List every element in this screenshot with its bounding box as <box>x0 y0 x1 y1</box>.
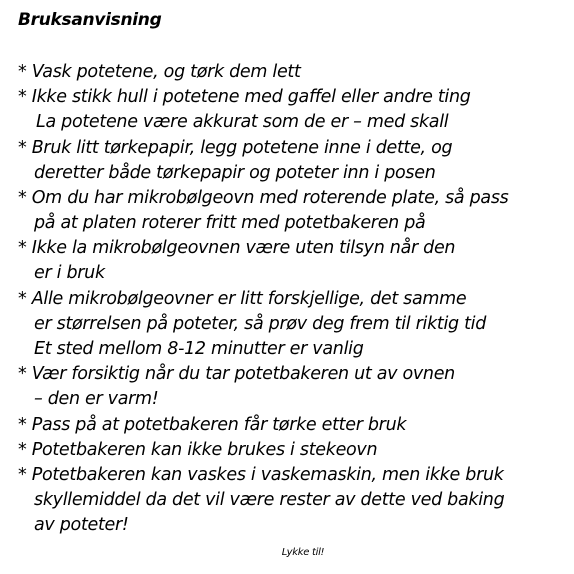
closing-text: Lykke til! <box>281 547 325 558</box>
instruction-line: * Alle mikrobølgeovner er litt forskjellige, det samme <box>18 289 467 309</box>
instruction-line: * Pass på at potetbakeren får tørke etter bruk <box>18 415 407 435</box>
instruction-line: La potetene være akkurat som de er – med skall <box>36 112 449 132</box>
instruction-line: * Potetbakeren kan vaskes i vaskemaskin, men ikke bruk <box>18 465 504 485</box>
instruction-line: deretter både tørkepapir og poteter inn i posen <box>34 163 436 183</box>
instruction-line: * Om du har mikrobølgeovn med roterende plate, så pass <box>18 188 509 208</box>
page-title: Bruksanvisning <box>18 10 162 30</box>
instruction-line: er størrelsen på poteter, så prøv deg frem til riktig tid <box>34 314 487 334</box>
instruction-line: – den er varm! <box>34 389 159 409</box>
instruction-line: på at platen roterer fritt med potetbakeren på <box>34 213 426 233</box>
instruction-line: * Vær forsiktig når du tar potetbakeren ut av ovnen <box>18 364 455 384</box>
instruction-line: er i bruk <box>34 263 105 283</box>
instruction-line: * Ikke la mikrobølgeovnen være uten tilsyn når den <box>18 238 456 258</box>
instruction-line: * Ikke stikk hull i potetene med gaffel eller andre ting <box>18 87 471 107</box>
instruction-line: * Vask potetene, og tørk dem lett <box>18 62 301 82</box>
instruction-line: av poteter! <box>34 515 129 535</box>
instruction-line: * Bruk litt tørkepapir, legg potetene inne i dette, og <box>18 138 453 158</box>
instruction-line: * Potetbakeren kan ikke brukes i stekeovn <box>18 440 378 460</box>
instruction-line: Et sted mellom 8-12 minutter er vanlig <box>34 339 364 359</box>
instruction-line: skyllemiddel da det vil være rester av dette ved baking <box>34 490 505 510</box>
